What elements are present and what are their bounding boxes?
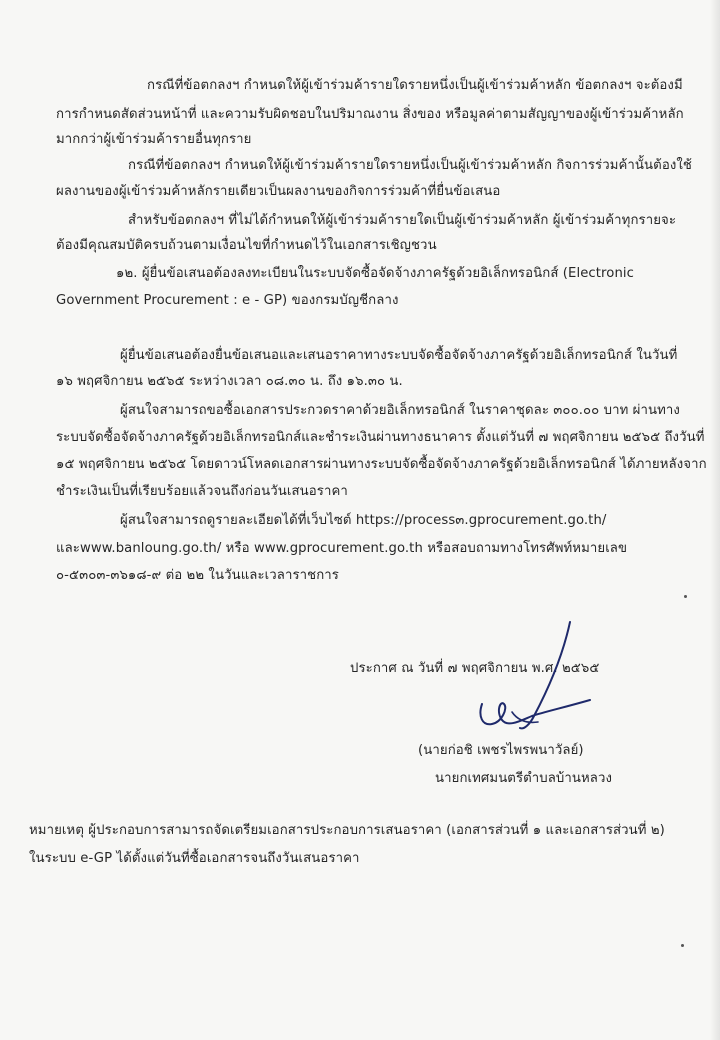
para6-line1: ผู้สนใจสามารถขอซื้อเอกสารประกวดราคาด้วยอิเล็กทรอนิกส์ ในราคาชุดละ ๓๐๐.๐๐ บาท ผ่านทาง [120,403,680,418]
para3-line1: สำหรับข้อตกลงฯ ที่ไม่ได้กำหนดให้ผู้เข้าร่วมค้ารายใดเป็นผู้เข้าร่วมค้าหลัก ผู้เข้าร่วมค้าทุกรายจะ [128,213,677,228]
para1-line1: กรณีที่ข้อตกลงฯ กำหนดให้ผู้เข้าร่วมค้ารายใดรายหนึ่งเป็นผู้เข้าร่วมค้าหลัก ข้อตกลงฯ จะต้องมี [147,78,683,93]
para3-line2: ต้องมีคุณสมบัติครบถ้วนตามเงื่อนไขที่กำหนดไว้ในเอกสารเชิญชวน [56,238,437,253]
page-edge-shadow [710,0,720,1040]
note-line2: ในระบบ e-GP ได้ตั้งแต่วันที่ซื้อเอกสารจนถึงวันเสนอราคา [29,851,360,866]
para5-line2: ๑๖ พฤศจิกายน ๒๕๖๕ ระหว่างเวลา ๐๘.๓๐ น. ถึง ๑๖.๓๐ น. [56,374,403,389]
note-line1: หมายเหตุ ผู้ประกอบการสามารถจัดเตรียมเอกสารประกอบการเสนอราคา (เอกสารส่วนที่ ๑ และเอกสารส่วนที่ ๒) [29,823,665,838]
para1-line2: การกำหนดสัดส่วนหน้าที่ และความรับผิดชอบในปริมาณงาน สิ่งของ หรือมูลค่าตามสัญญาของผู้เข้าร่วมค้าหลัก [56,107,684,122]
clause12-line1: ๑๒. ผู้ยื่นข้อเสนอต้องลงทะเบียนในระบบจัดซื้อจัดจ้างภาครัฐด้วยอิเล็กทรอนิกส์ (Electronic [116,266,635,281]
para7-line2: และwww.banloung.go.th/ หรือ www.gprocurement.go.th หรือสอบถามทางโทรศัพท์หมายเลข [56,541,628,556]
signer-title: นายกเทศมนตรีตำบลบ้านหลวง [435,771,612,786]
announce-date: ประกาศ ณ วันที่ ๗ พฤศจิกายน พ.ศ. ๒๕๖๕ [350,661,600,676]
clause12-line2: Government Procurement : e - GP) ของกรมบัญชีกลาง [56,293,399,308]
signature-image [452,620,612,740]
para2-line2: ผลงานของผู้เข้าร่วมค้าหลักรายเดียวเป็นผลงานของกิจการร่วมค้าที่ยื่นข้อเสนอ [56,184,501,199]
signer-name: (นายก่อชิ เพชรไพรพนาวัลย์) [418,743,584,758]
scan-speck [681,944,684,947]
scan-speck [684,595,687,598]
para6-line2: ระบบจัดซื้อจัดจ้างภาครัฐด้วยอิเล็กทรอนิกส์และชำระเงินผ่านทางธนาคาร ตั้งแต่วันที่ ๗ พฤศจิกายน ๒๕๖๕ ถึงวันที่ [56,430,705,445]
para6-line4: ชำระเงินเป็นที่เรียบร้อยแล้วจนถึงก่อนวันเสนอราคา [56,484,348,499]
para6-line3: ๑๕ พฤศจิกายน ๒๕๖๕ โดยดาวน์โหลดเอกสารผ่านทางระบบจัดซื้อจัดจ้างภาครัฐด้วยอิเล็กทรอนิกส์ ได้ภายหลังจาก [56,457,707,472]
para2-line1: กรณีที่ข้อตกลงฯ กำหนดให้ผู้เข้าร่วมค้ารายใดรายหนึ่งเป็นผู้เข้าร่วมค้าหลัก กิจการร่วมค้านั้นต้องใช้ [128,158,692,173]
para1-line3: มากกว่าผู้เข้าร่วมค้ารายอื่นทุกราย [56,132,252,147]
para5-line1: ผู้ยื่นข้อเสนอต้องยื่นข้อเสนอและเสนอราคาทางระบบจัดซื้อจัดจ้างภาครัฐด้วยอิเล็กทรอนิกส์ ในวันที่ [120,348,678,363]
para7-line1: ผู้สนใจสามารถดูรายละเอียดได้ที่เว็บไซต์ https://process๓.gprocurement.go.th/ [120,513,607,528]
para7-line3: ๐-๕๓๐๓-๓๖๑๘-๙ ต่อ ๒๒ ในวันและเวลาราชการ [56,568,339,583]
